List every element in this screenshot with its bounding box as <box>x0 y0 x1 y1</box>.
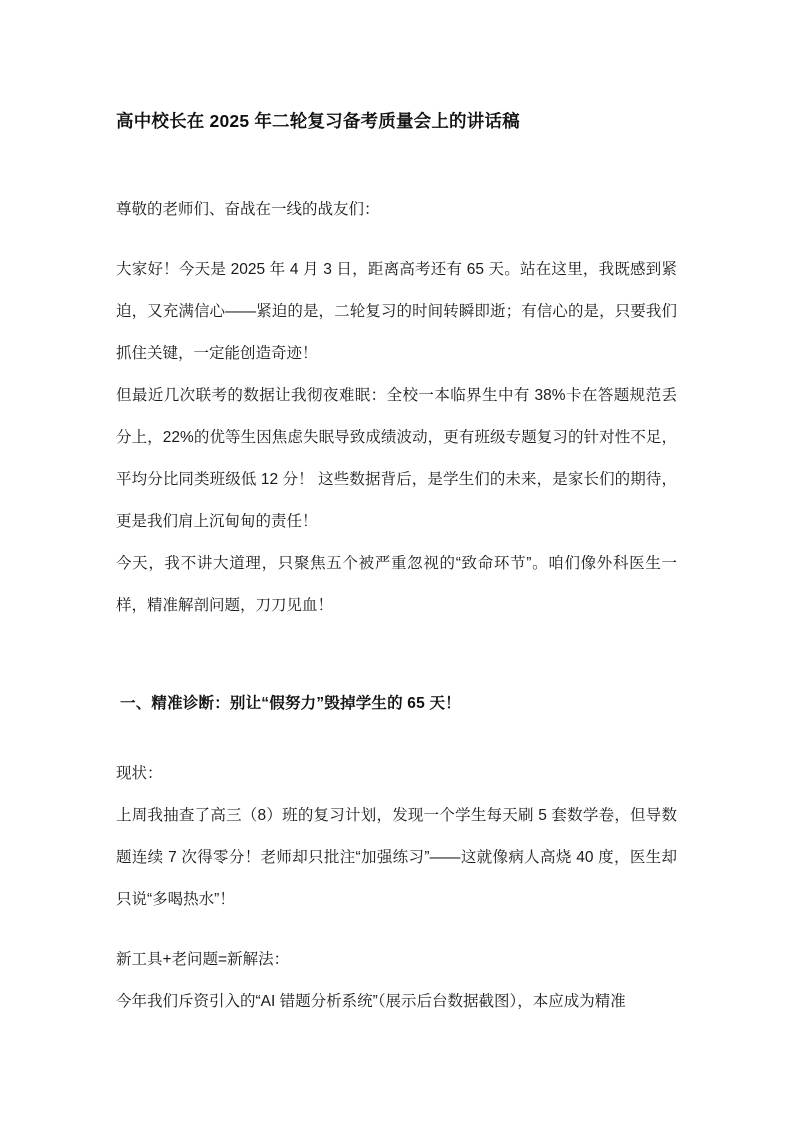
paragraph-data-alarm: 但最近几次联考的数据让我彻夜难眠：全校一本临界生中有 38%卡在答题规范丢分上，22%的优等生因焦虑失眠导致成绩波动，更有班级专题复习的针对性不足，平均分比同类班级低 12 分！ 这些数据背后，是学生们的未来，是家长们的期待，更是我们肩上沉甸甸的责任！ <box>116 386 677 530</box>
page-title: 高中校长在 2025 年二轮复习备考质量会上的讲话稿 <box>116 111 520 131</box>
salutation-line: 尊敬的老师们、奋战在一线的战友们： <box>116 200 380 218</box>
paragraph-opening: 大家好！今天是 2025 年 4 月 3 日，距离高考还有 65 天。站在这里，我既感到紧迫，又充满信心——紧迫的是，二轮复习的时间转瞬即逝；有信心的是，只要我们抓住关键，一定能创造奇迹！ <box>116 260 677 362</box>
spacer <box>116 231 677 249</box>
paragraph-focus: 今天，我不讲大道理，只聚焦五个被严重忽视的“致命环节”。咱们像外科医生一样，精准解剖问题，刀刀见血！ <box>116 554 677 614</box>
spacer <box>116 725 677 753</box>
paragraph-status: 上周我抽查了高三（8）班的复习计划，发现一个学生每天刷 5 套数学卷，但导数题连续 7 次得零分！老师却只批注“加强练习”——这就像病人高烧 40 度，医生却只说“多喝热水”！ <box>116 806 677 908</box>
spacer <box>116 627 677 683</box>
paragraph-tool: 今年我们斥资引入的“AI 错题分析系统”（展示后台数据截图），本应成为精准 <box>116 992 626 1010</box>
spacer <box>116 921 677 939</box>
tool-label: 新工具+老问题=新解法： <box>116 950 290 968</box>
section-heading-one: 一、精准诊断：别让“假努力”毁掉学生的 65 天！ <box>120 694 461 712</box>
status-label: 现状： <box>116 764 163 782</box>
